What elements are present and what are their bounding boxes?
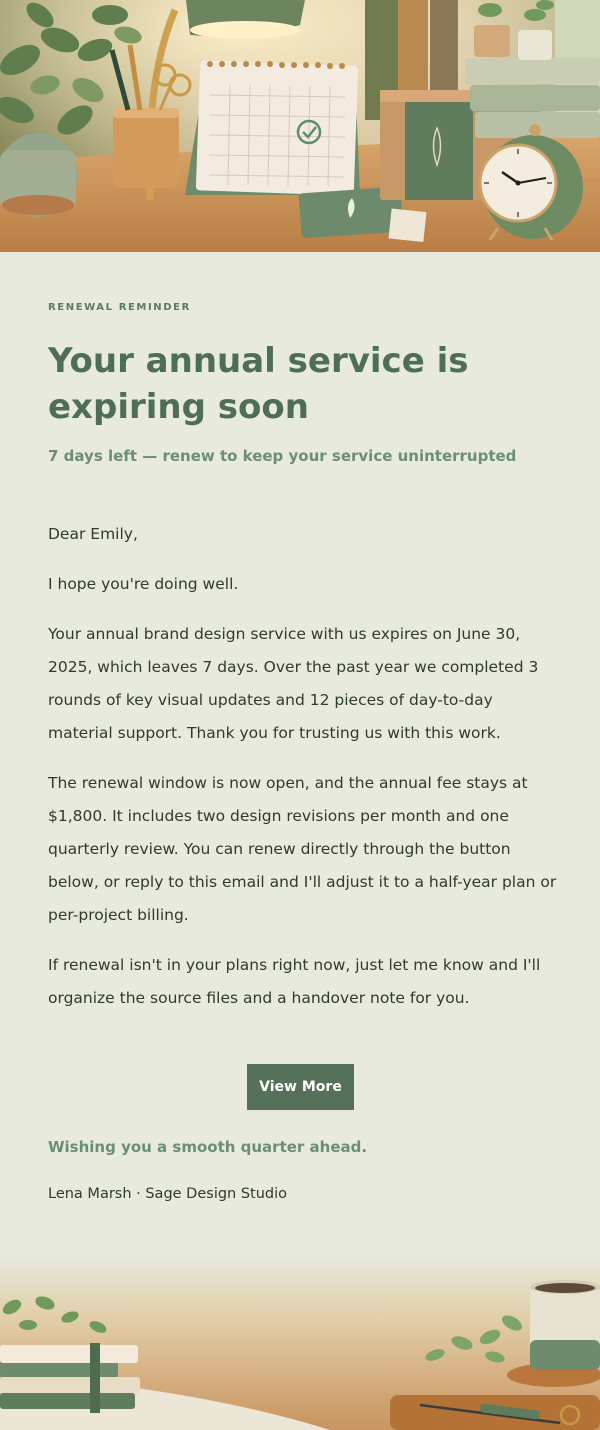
signature: Lena Marsh · Sage Design Studio — [48, 1186, 288, 1202]
body-paragraph: I hope you're doing well. — [48, 575, 239, 593]
greeting: Dear Emily, — [48, 525, 138, 543]
eyebrow-label: RENEWAL REMINDER — [48, 302, 191, 313]
body-paragraph: The renewal window is now open, and the annual fee stays at $1,800. It includes two design revisions per month and one quarterly review. You can renew directly through the button below, or reply to this email and I'll adjust it to a half-year plan or per-project billing. — [48, 774, 557, 924]
email-title: Your annual service is expiring soon — [48, 341, 469, 427]
footer-illustration — [0, 1255, 600, 1430]
desk-illustration — [0, 0, 600, 252]
closing-line: Wishing you a smooth quarter ahead. — [48, 1138, 368, 1156]
view-more-button[interactable]: View More — [247, 1064, 354, 1110]
email-subtitle: 7 days left — renew to keep your service uninterrupted — [48, 447, 517, 465]
email-body — [48, 518, 558, 1032]
body-paragraph: If renewal isn't in your plans right now, just let me know and I'll organize the source files and a handover note for you. — [48, 956, 541, 1007]
body-paragraph: Your annual brand design service with us expires on June 30, 2025, which leaves 7 days. Over the past year we completed 3 rounds of key visual updates and 12 pieces of day-to-day material support. Thank you for trusting us with this work. — [48, 625, 539, 742]
hero-image — [0, 0, 600, 252]
